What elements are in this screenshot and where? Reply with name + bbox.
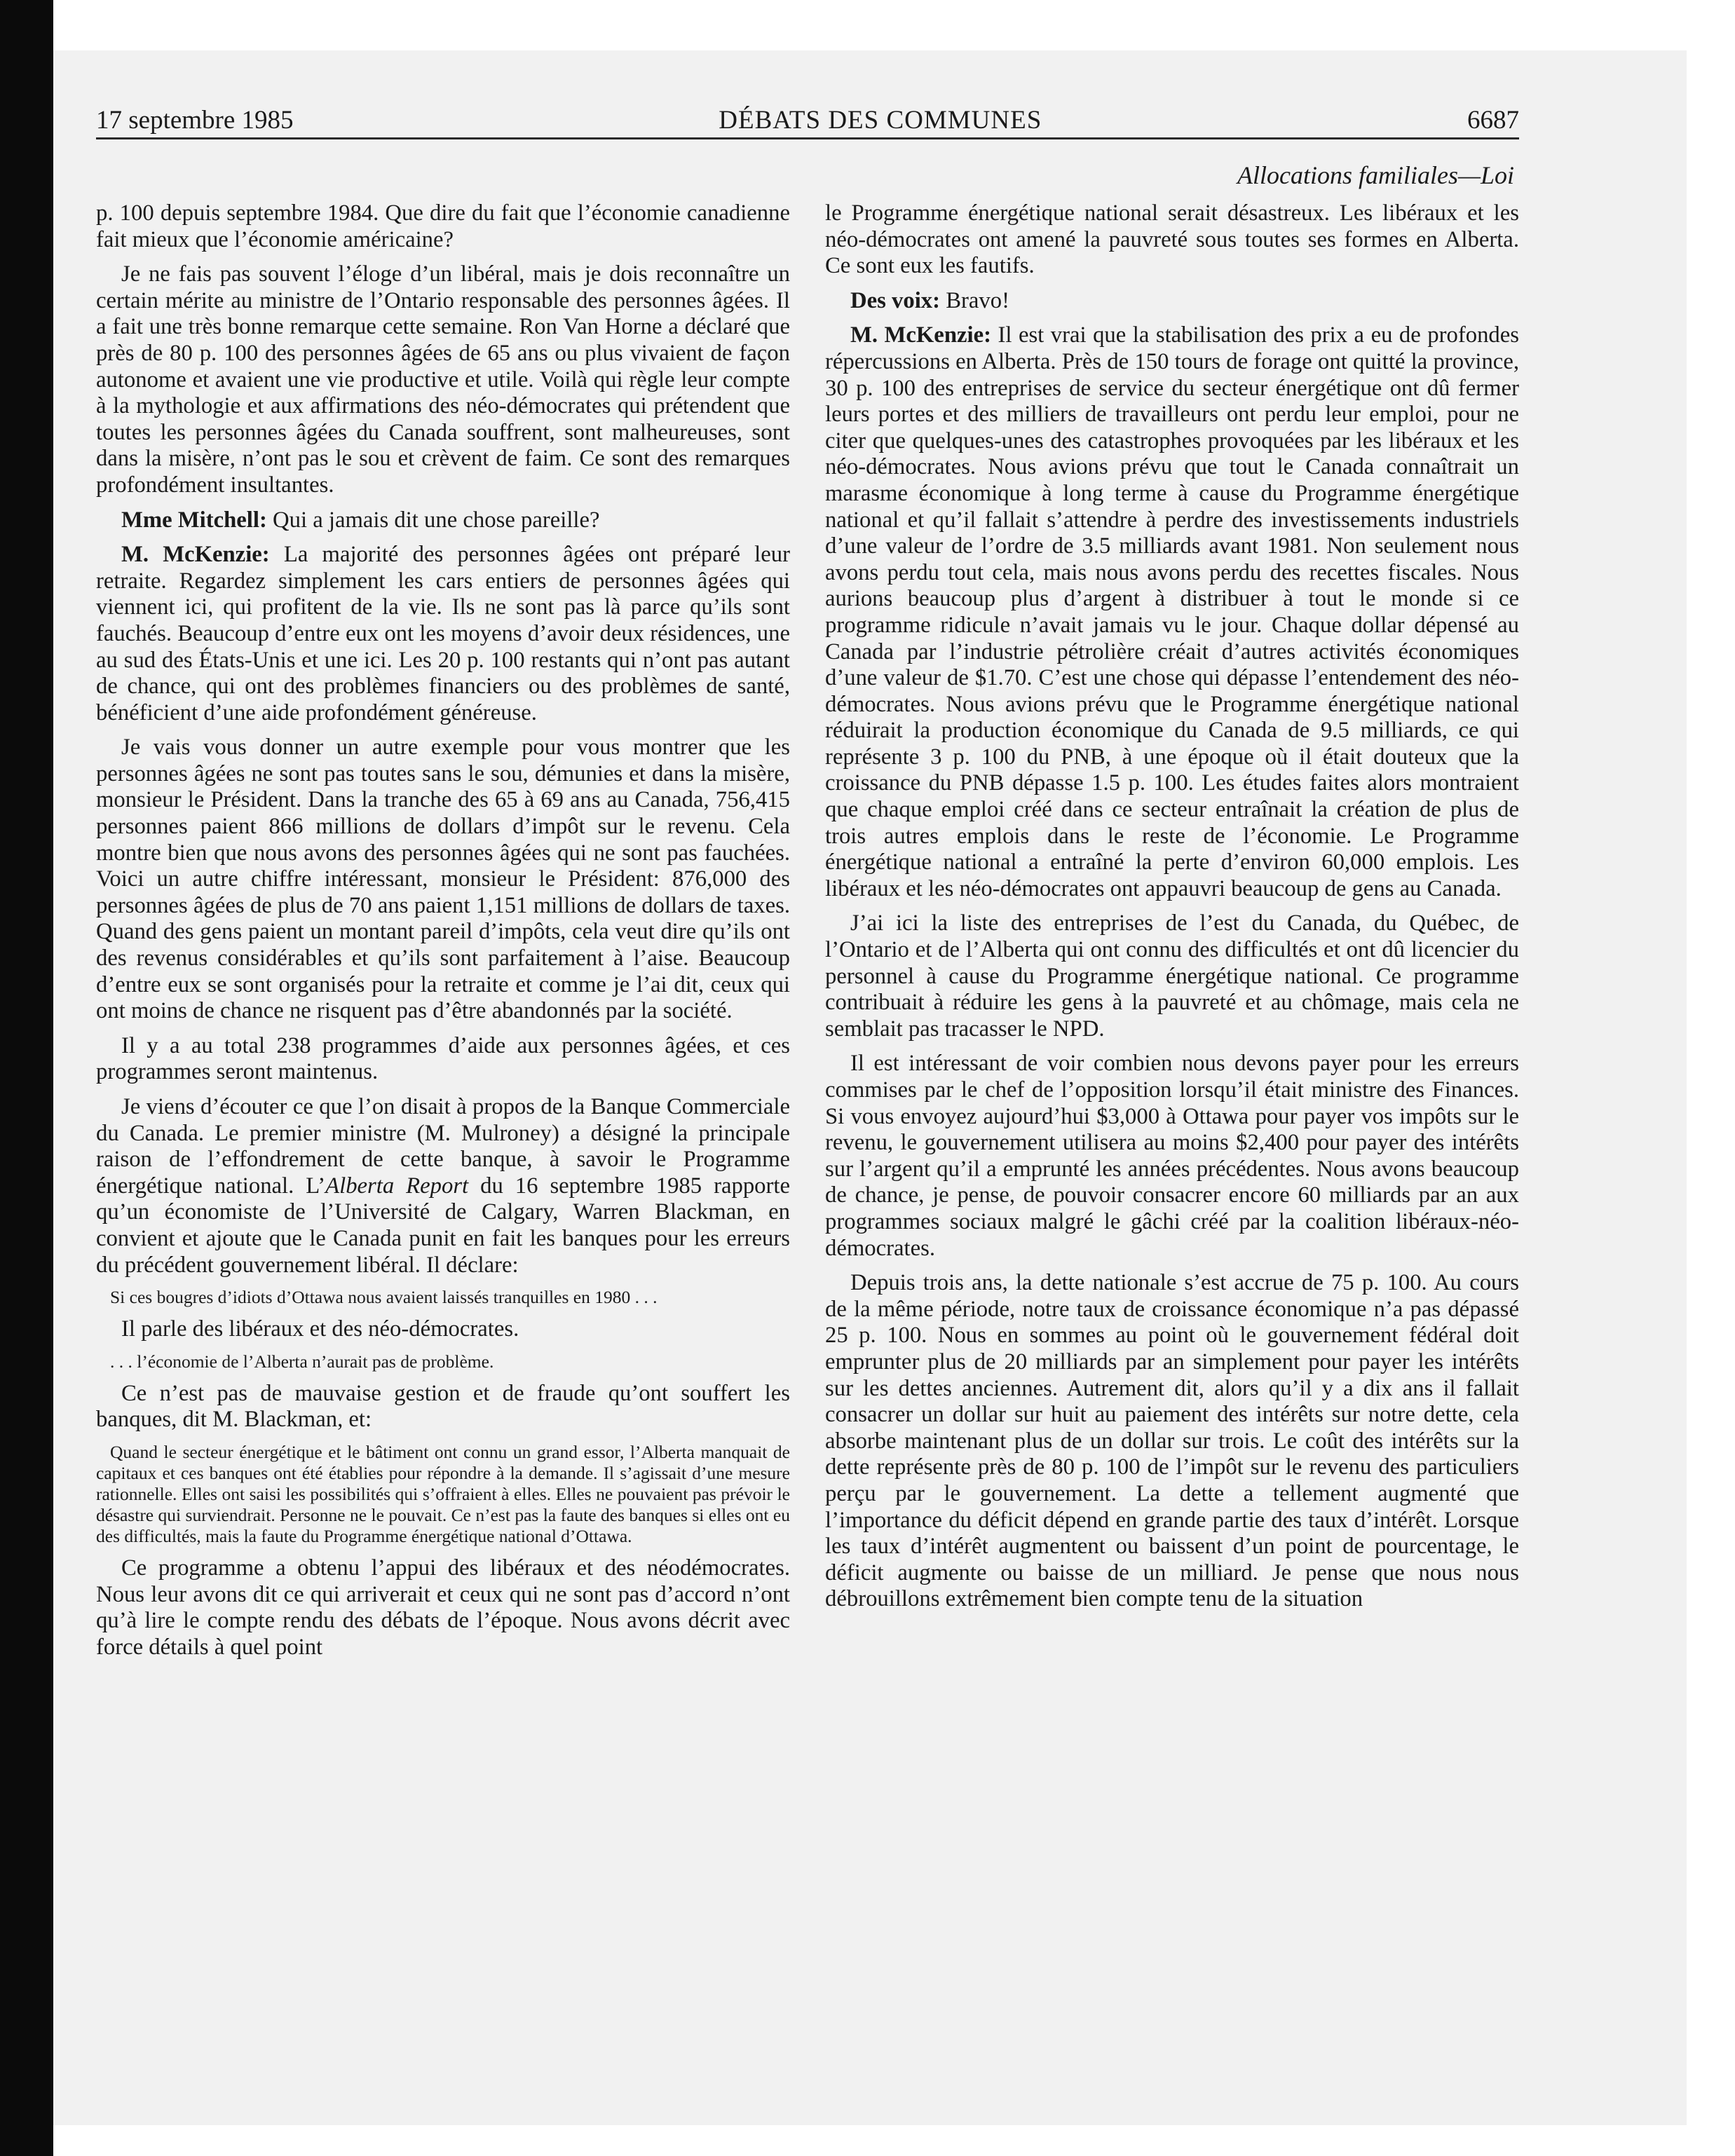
header-title: DÉBATS DES COMMUNES (719, 106, 1042, 135)
speech-text: Qui a jamais dit une chose pareille? (266, 507, 600, 533)
paragraph: J’ai ici la liste des entreprises de l’est du Canada, du Québec, de l’Ontario et de l’Alberta qui ont connu des difficultés et ont dû licencier du personnel à cause du Programme énergétique national. Ce programme contribuait à réduire les gens à la pauvreté et au chômage, mais cela ne semblait pas tracasser le NPD. (825, 910, 1519, 1042)
paragraph: Il parle des libéraux et des néo-démocrates. (121, 1316, 519, 1342)
right-column (825, 200, 1519, 2030)
paragraph: Depuis trois ans, la dette nationale s’est accrue de 75 p. 100. Au cours de la même période, notre taux de croissance économique n’a pas dépassé 25 p. 100. Nous en sommes au point où le gouvernement fédéral doit emprunter plus de 20 milliards par an simplement pour payer les intérêts sur les dettes anciennes. Autrement dit, alors qu’il y a dix ans il fallait consacrer un dollar sur huit au paiement des intérêts sur notre dette, cela absorbe maintenant plus de un dollar sur trois. Le coût des intérêts sur la dette représente près de 80 p. 100 de l’impôt sur le revenu des particuliers perçu par le gouvernement. La dette a tellement augmenté que l’importance du déficit dépend en grande partie des taux d’intérêt. Lorsque les taux d’intérêt augmentent ou baissent d’un point de pourcentage, le déficit augmente ou baisse de un milliard. Je pense que nous nous débrouillons extrêmement bien compte tenu de la situation (825, 1270, 1519, 1612)
paragraph: Ce n’est pas de mauvaise gestion et de fraude qu’ont souffert les banques, dit M. Blackman, et: (96, 1380, 790, 1433)
speaker-name: M. McKenzie: (121, 542, 270, 568)
paragraph (825, 322, 1519, 902)
speaker-name: M. McKenzie: (850, 322, 991, 348)
paragraph: Je vais vous donner un autre exemple pour vous montrer que les personnes âgées ne sont pas toutes sans le sou, démunies et dans la misère, monsieur le Président. Dans la tranche des 65 à 69 ans au Canada, 756,415 personnes paient 866 millions de dollars d’impôt sur le revenu. Cela montre bien que nous avons des personnes âgées qui ne sont pas fauchées. Voici un autre chiffre intéressant, monsieur le Président: 876,000 des personnes âgées de plus de 70 ans paient 1,151 millions de dollars de taxes. Quand des gens paient un montant pareil d’impôts, cela veut dire qu’ils ont des revenus considérables et qu’ils sont parfaitement à l’aise. Beaucoup d’entre eux se sont organisés pour la retraite et comme je l’ai dit, ceux qui ont moins de chance ne risquent pas d’être abandonnés par la société. (96, 735, 790, 1024)
text-run: Je viens d’écouter ce que l’on disait à propos de la Banque Commerciale du Canada. Le premier ministre (M. Mulroney) a désigné la principale raison de l’effondrement de cette banque, à savoir le Programme énergétique national. L’ (96, 1094, 790, 1199)
header-page-number: 6687 (1467, 106, 1519, 135)
paragraph: Ce programme a obtenu l’appui des libéraux et des néodémocrates. Nous leur avons dit ce qui arriverait et ceux qui ne sont pas d’accord n’ont qu’à lire le compte rendu des débats de l’époque. Nous avons décrit avec force détails à quel point (96, 1555, 790, 1660)
scan-margin-top (53, 0, 1735, 50)
paragraph (825, 288, 1519, 315)
header-rule (96, 137, 1519, 139)
paragraph (96, 507, 790, 534)
speaker-name: Mme Mitchell: (121, 507, 267, 533)
paragraph: Je ne fais pas souvent l’éloge d’un libéral, mais je dois reconnaître un certain mérite au ministre de l’Ontario responsable des personnes âgées. Il a fait une très bonne remarque cette semaine. Ron Van Horne a déclaré que près de 80 p. 100 des personnes âgées de 65 ans ou plus vivaient de façon autonome et avaient une vie productive et utile. Voilà qui règle leur compte à la mythologie et aux affirmations des néo-démocrates qui prétendent que toutes les personnes âgées du Canada souffrent, sont malheureuses, sont dans la misère, n’ont pas le sou et crèvent de faim. Ce sont des remarques profondément insultantes. (96, 261, 790, 498)
speaker-name: Des voix: (850, 287, 941, 313)
running-subhead: Allocations familiales—Loi (1237, 161, 1514, 189)
speech-text: La majorité des personnes âgées ont préparé leur retraite. Regardez simplement les cars entiers de personnes âgées qui viennent ici, qui profitent de la vie. Ils ne sont pas là parce qu’ils sont fauchés. Beaucoup d’entre eux ont les moyens d’avoir deux résidences, une au sud des États-Unis et une ici. Les 20 p. 100 restants qui n’ont pas autant de chance, qui ont des problèmes financiers ou des problèmes de santé, bénéficient d’une aide profondément généreuse. (96, 542, 790, 725)
scan-edge-left (0, 0, 53, 2156)
header-date: 17 septembre 1985 (96, 106, 294, 135)
text-run: du 16 septembre 1985 rapporte qu’un économiste de l’Université de Calgary, Warren Blackman, en convient et ajoute que le Canada punit en fait les banques pour les erreurs du précédent gouvernement libéral. Il déclare: (96, 1173, 790, 1278)
paragraph: Il est intéressant de voir combien nous devons payer pour les erreurs commises par le chef de l’opposition lorsqu’il était ministre des Finances. Si vous envoyez aujourd’hui $3,000 à Ottawa pour payer vos impôts sur le revenu, le gouvernement utilisera au moins $2,400 pour payer des intérêts sur l’argent qu’il a emprunté les années précédentes. Nous avons beaucoup de chance, je pense, de pouvoir consacrer encore 60 milliards par an aux programmes sociaux malgré le gâchi créé par la coalition libéraux-néo-démocrates. (825, 1051, 1519, 1261)
paragraph (96, 542, 790, 726)
paragraph: p. 100 depuis septembre 1984. Que dire du fait que l’économie canadienne fait mieux que l’économie américaine? (96, 200, 790, 252)
publication-title: Alberta Report (325, 1173, 469, 1199)
paragraph: le Programme énergétique national serait désastreux. Les libéraux et les néo-démocrates ont amené la pauvreté sous toutes ses formes en Alberta. Ce sont eux les fautifs. (825, 200, 1519, 279)
quotation: Si ces bougres d’idiots d’Ottawa nous avaient laissés tranquilles en 1980 . . . (110, 1287, 658, 1308)
paragraph (96, 1094, 790, 1278)
left-column (96, 200, 790, 2030)
quotation: . . . l’économie de l’Alberta n’aurait pas de problème. (110, 1351, 494, 1372)
page-header (96, 105, 1519, 136)
quotation: Quand le secteur énergétique et le bâtiment ont connu un grand essor, l’Alberta manquait de capitaux et ces banques ont été établies pour répondre à la demande. Il s’agissait d’une mesure rationnelle. Elles ont saisi les possibilités qui s’offraient à elles. Elles ne pouvaient pas prévoir le désastre qui surviendrait. Personne ne le pouvait. Ce n’est pas la faute des banques si elles ont eu des difficultés, mais la faute du Programme énergétique national d’Ottawa. (96, 1441, 790, 1546)
speech-text: Il est vrai que la stabilisation des prix a eu de profondes répercussions en Alberta. Près de 150 tours de forage ont quitté la province, 30 p. 100 des entreprises de service du secteur énergétique ont dû fermer leurs portes et des milliers de travailleurs ont perdu leur emploi, pour ne citer que quelques-unes des catastrophes provoquées par les libéraux et les néo-démocrates. Nous avions prévu que tout le Canada connaîtrait un marasme économique à long terme à cause du Programme énergétique national et qu’il fallait s’attendre à perdre des investissements industriels d’une valeur de l’ordre de 3.5 milliards avant 1981. Non seulement nous avons perdu tout cela, mais nous avons perdu des recettes fiscales. Nous aurions beaucoup plus d’argent à distribuer à tout le monde si ce programme ridicule n’avait jamais vu le jour. Chaque dollar dépensé au Canada par l’industrie pétrolière créait d’autres activités économiques d’une valeur de $1.70. C’est une chose qui dépasse l’entendement des néo-démocrates. Nous avions prévu que le Programme énergétique national réduirait la production économique du Canada de 9.5 milliards, ce qui représente 3 p. 100 du PNB, à une époque où il était douteux que la croissance du PNB dépasse 1.5 p. 100. Les études faites alors montraient que chaque emploi créé dans ce secteur entraînait la création de plus de trois autres emplois dans le reste de l’économie. Le Programme énergétique national a entraîné la perte d’environ 60,000 emplois. Les libéraux et les néo-démocrates ont appauvri beaucoup de gens au Canada. (825, 322, 1519, 901)
speech-text: Bravo! (940, 287, 1009, 313)
paragraph: Il y a au total 238 programmes d’aide aux personnes âgées, et ces programmes seront maintenus. (96, 1032, 790, 1085)
